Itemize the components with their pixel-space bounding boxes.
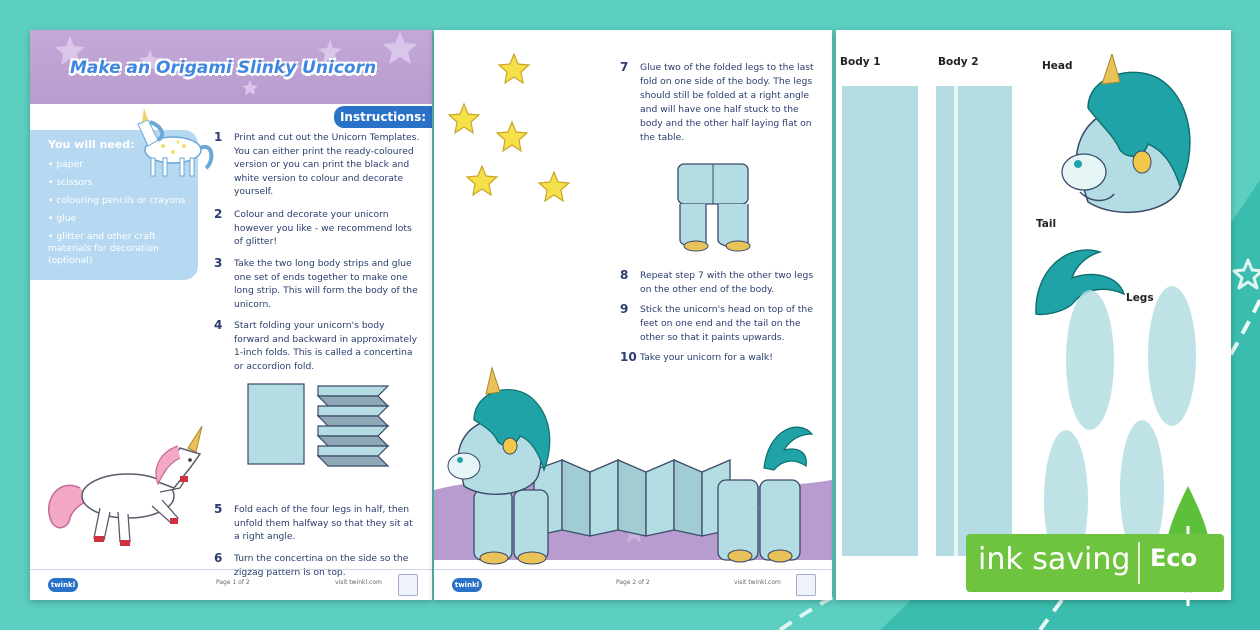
- instructions-heading: Instructions:: [334, 106, 432, 128]
- step-text: Start folding your unicorn's body forward and backward in approximately 1-inch folds. This is called a concertina or accordion fold.: [234, 320, 418, 372]
- list-item: • paper: [48, 159, 194, 171]
- step-text: Stick the unicorn's head on top of the feet on one end and the tail on the other so that it paints upwards.: [640, 304, 813, 343]
- legs-label: Legs: [1126, 292, 1154, 304]
- small-unicorn-illustration: [118, 102, 218, 182]
- you-will-need-title: You will need:: [48, 138, 135, 151]
- step-number: 2: [214, 207, 223, 221]
- star-icon: [497, 122, 527, 151]
- eco-label: Eco: [1150, 544, 1198, 572]
- step-number: 6: [214, 551, 223, 565]
- step-text: Fold each of the four legs in half, then unfold them halfway so that they sit at a right angle.: [234, 504, 413, 543]
- header-band: [30, 30, 432, 104]
- head-template: [1056, 54, 1226, 224]
- star-icon: [499, 54, 529, 83]
- site-link[interactable]: visit twinkl.com: [734, 579, 781, 586]
- step-number: 7: [620, 60, 629, 74]
- step-number: 10: [620, 350, 637, 364]
- step-number: 4: [214, 318, 223, 332]
- tail-label: Tail: [1036, 218, 1057, 230]
- concertina-fold-illustration: [244, 382, 394, 468]
- page-number: Page 2 of 2: [616, 579, 650, 586]
- instructions-page-2: [434, 30, 832, 600]
- instructions-page-1: [30, 30, 432, 600]
- body-1-label: Body 1: [840, 56, 881, 68]
- star-icon: [467, 166, 497, 195]
- site-link[interactable]: visit twinkl.com: [335, 579, 382, 586]
- quality-badge-icon: [796, 574, 816, 596]
- body-2-strip: [936, 86, 1012, 556]
- step-text: Take your unicorn for a walk!: [640, 352, 773, 363]
- star-icon: [539, 172, 569, 201]
- page-footer: [434, 569, 832, 600]
- step-text: Glue two of the folded legs to the last fold on one side of the body. The legs should still be folded at a right angle and will have one half stuck to the body and the other half laying flat on the table.: [640, 62, 814, 143]
- step-text: Colour and decorate your unicorn however you like - we recommend lots of glitter!: [234, 209, 412, 248]
- ink-saving-text: ink saving: [978, 542, 1131, 577]
- body-1-strip: [842, 86, 918, 556]
- step-text: Take the two long body strips and glue one set of ends together to make one long strip. This will form the body of the unicorn.: [234, 258, 418, 310]
- list-item: • scissors: [48, 177, 194, 189]
- eco-badge: [966, 534, 1224, 592]
- page-footer: [30, 569, 432, 600]
- head-label: Head: [1042, 60, 1073, 72]
- step-number: 8: [620, 268, 629, 282]
- body-2-label: Body 2: [938, 56, 979, 68]
- page-number: Page 1 of 2: [216, 579, 250, 586]
- step-number: 1: [214, 130, 223, 144]
- list-item: • colouring pencils or crayons: [48, 195, 194, 207]
- twinkl-logo: twinkl: [48, 578, 78, 592]
- folded-legs-illustration: [666, 160, 766, 260]
- step-text: Print and cut out the Unicorn Templates. You can either print the ready-coloured version or you can print the black and white version to colour and decorate yourself.: [234, 132, 420, 198]
- list-item: • glue: [48, 213, 194, 225]
- pink-unicorn-illustration: [40, 418, 210, 558]
- step-number: 5: [214, 502, 223, 516]
- step-number: 3: [214, 256, 223, 270]
- slinky-unicorn-illustration: [434, 350, 832, 570]
- separator: [1138, 542, 1140, 584]
- step-number: 9: [620, 302, 629, 316]
- twinkl-logo: twinkl: [452, 578, 482, 592]
- star-icon: [449, 104, 479, 133]
- quality-badge-icon: [398, 574, 418, 596]
- list-item: • glitter and other craft materials for decoration (optional): [48, 231, 194, 267]
- stars-decoration: [434, 30, 604, 210]
- step-text: Turn the concertina on the side so the zigzag pattern is on top.: [234, 553, 409, 578]
- step-text: Repeat step 7 with the other two legs on the other end of the body.: [640, 270, 814, 295]
- fold-line: [954, 86, 958, 556]
- page-title: Make an Origami Slinky Unicorn: [70, 58, 377, 78]
